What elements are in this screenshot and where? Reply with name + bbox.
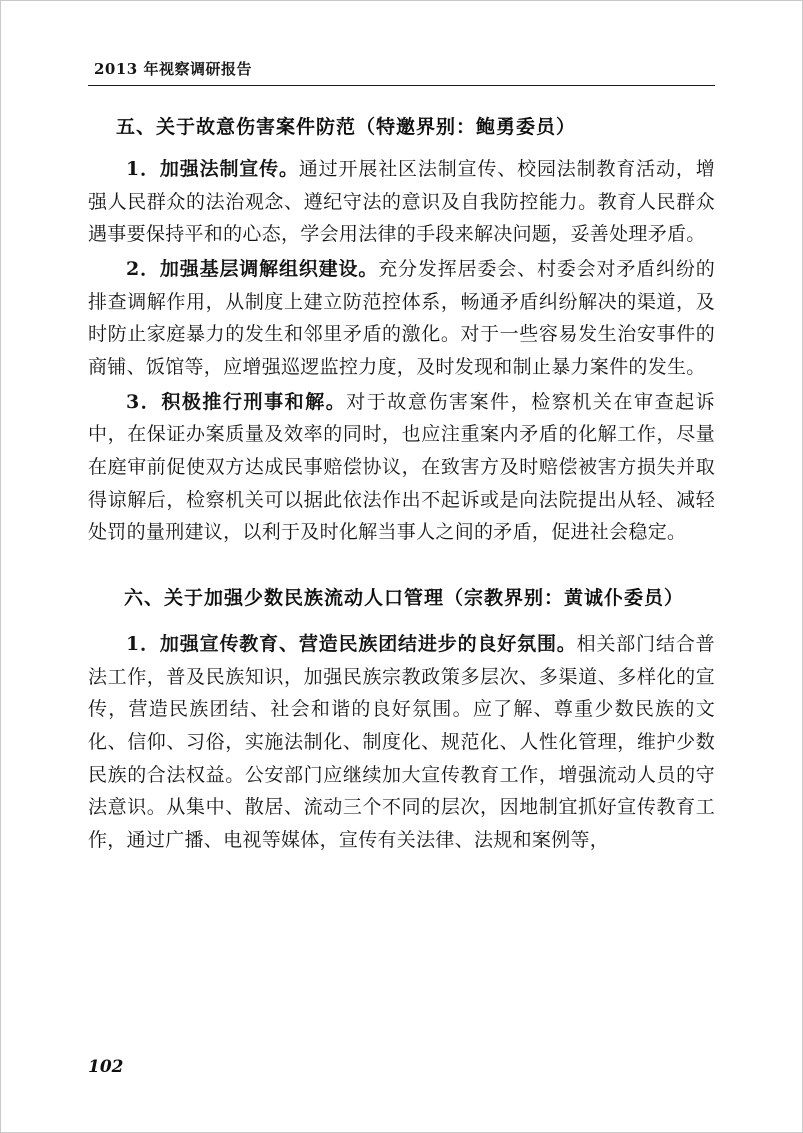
paragraph-5-3-lead: 3．积极推行刑事和解。: [126, 390, 347, 413]
section-title-six: 六、关于加强少数民族流动人口管理（宗教界别：黄诚仆委员）: [124, 587, 685, 610]
header-divider: [88, 85, 715, 86]
paragraph-6-1-lead: 1．加强宣传教育、营造民族团结进步的良好氛围。: [126, 633, 577, 656]
paragraph-5-1-text: 通过开展社区法制宣传、校园法制教育活动，增强人民群众的法治观念、遵纪守法的意识及自我防控能力。教育人民群众遇事要保持平和的心态，学会用法律的手段来解决问题，妥善处理矛盾。: [88, 158, 716, 246]
running-header: 2013 年视察调研报告: [94, 60, 252, 78]
paragraph-5-1: [88, 153, 715, 251]
paragraph-5-2-lead: 2．加强基层调解组织建设。: [126, 258, 379, 281]
paragraph-5-2-text: 充分发挥居委会、村委会对矛盾纠纷的排查调解作用，从制度上建立防范控体系，畅通矛盾纠纷解决的渠道，及时防止家庭暴力的发生和邻里矛盾的激化。对于一些容易发生治安事件的商铺、饭馆等，应增强巡逻监控力度，及时发现和制止暴力案件的发生。: [88, 258, 716, 379]
paragraph-6-1-text: 相关部门结合普法工作，普及民族知识，加强民族宗教政策多层次、多渠道、多样化的宣传，营造民族团结、社会和谐的良好氛围。应了解、尊重少数民族的文化、信仰、习俗，实施法制化、制度化、规范化、人性化管理，维护少数民族的合法权益。公安部门应继续加大宣传教育工作，增强流动人员的守法意识。从集中、散居、流动三个不同的层次，因地制宜抓好宣传教育工作，通过广播、电视等媒体，宣传有关法律、法规和案例等，: [88, 633, 715, 852]
paragraph-5-3: [88, 386, 715, 549]
section-title-five: 五、关于故意伤害案件防范（特邀界别：鲍勇委员）: [116, 116, 577, 138]
paragraph-6-1: [88, 628, 715, 857]
paragraph-5-1-lead: 1．加强法制宣传。: [126, 158, 299, 180]
paragraph-5-3-text: 对于故意伤害案件，检察机关在审查起诉中，在保证办案质量及效率的同时，也应注重案内矛盾的化解工作，尽量在庭审前促使双方达成民事赔偿协议，在致害方及时赔偿被害方损失并取得谅解后，检察机关可以据此依法作出不起诉或是向法院提出从轻、减轻处罚的量刑建议，以利于及时化解当事人之间的矛盾，促进社会稳定。: [88, 390, 715, 544]
paragraph-5-2: [88, 253, 715, 384]
page-number: 102: [88, 1057, 124, 1077]
page-content: [88, 58, 715, 859]
